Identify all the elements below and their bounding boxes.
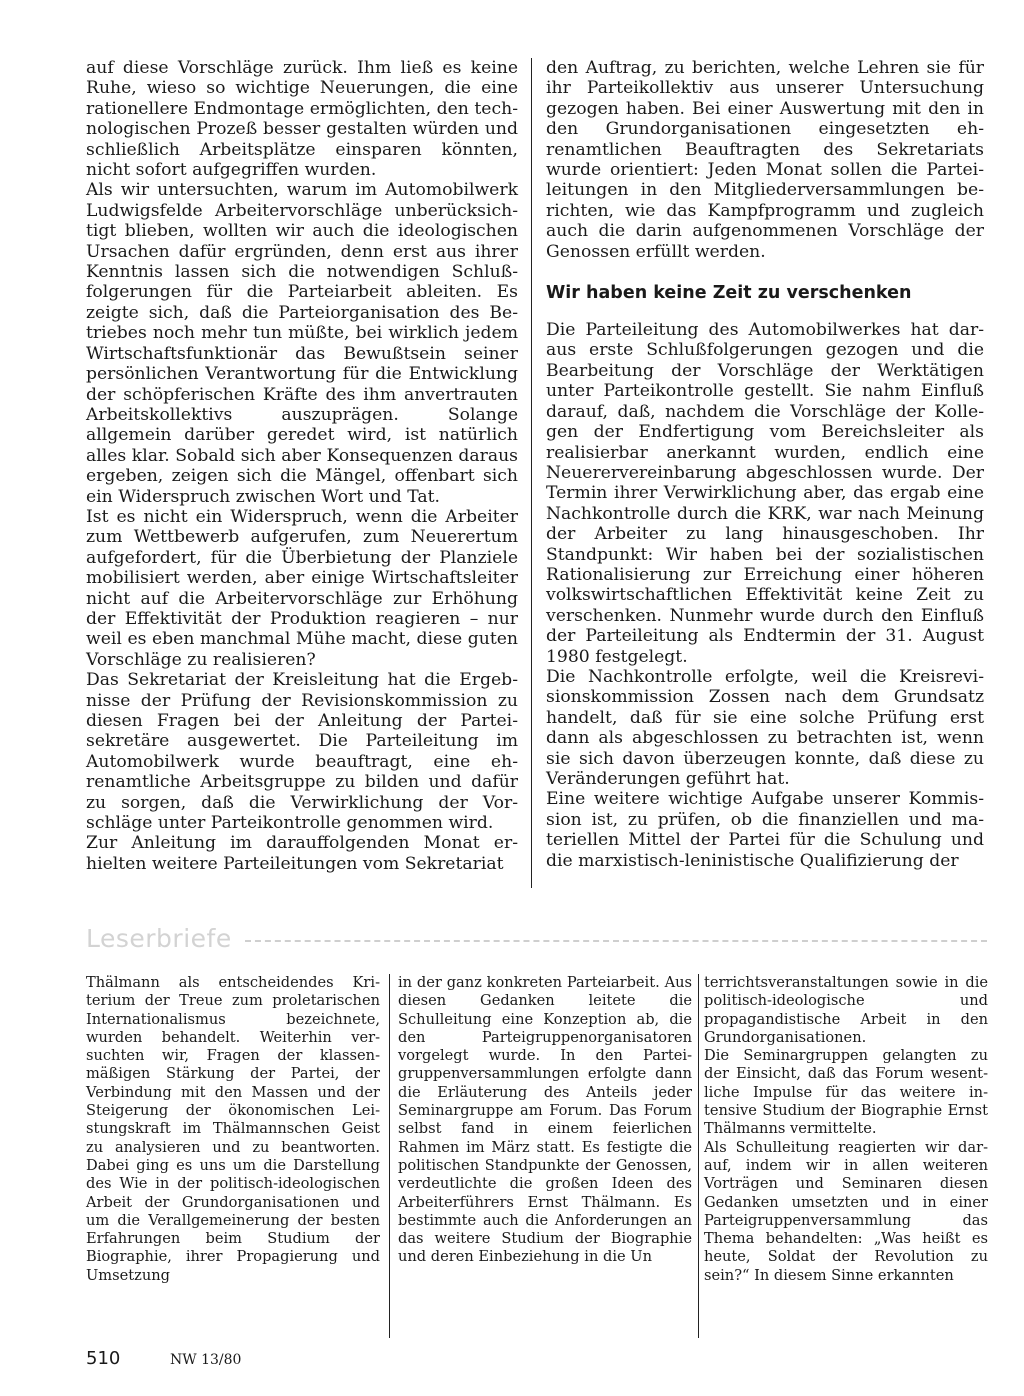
column-divider	[698, 974, 699, 1338]
letters-column-1	[86, 974, 380, 1285]
article-paragraph: Die Parteileitung des Automobilwerkes hat daraus erste Schlußfolgerungen gezogen und die Bearbeitung der Vorschläge der Werktätigen unter Parteikontrolle gestellt. Sie nahm Einfluß darauf, daß, nachdem die Vorschläge der Kollegen der Endfertigung vom Bereichsleiter als realisierbar anerkannt wurden, endlich eine Neuerervereinbarung abgeschlossen wurde. Der Termin ihrer Verwirklichung aber, das ergab eine Nachkontrolle durch die KRK, war nach Meinung der Arbeiter zu lang hinausgeschoben. Ihr Standpunkt: Wir haben bei der sozialistischen Rationalisierung zur Erreichung einer höheren volkswirtschaftlichen Effektivität keine Zeit zu verschenken. Nunmehr wurde durch den Einfluß der Parteileitung als Endtermin der 31. August 1980 festgelegt.	[546, 320, 984, 667]
rubric-dashed-rule	[245, 940, 987, 942]
letter-paragraph: in der ganz konkreten Parteiarbeit. Aus diesen Gedanken leitete die Schulleitung eine Konzeption ab, die den Parteigruppenorganisatoren vorgelegt wurde. In den Parteigruppenversammlungen erfolgte dann die Erläuterung des Anteils jeder Seminargruppe am Forum. Das Forum selbst fand in einem feierlichen Rahmen im März statt. Es festigte die politischen Standpunkte der Genossen, verdeutlichte die großen Ideen des Arbeiterführers Ernst Thälmann. Es bestimmte auch die Anforderungen an das weitere Studium der Biographie und deren Einbeziehung in die Un	[398, 974, 692, 1266]
article-right-column	[546, 58, 984, 871]
letter-paragraph: terrichtsveranstaltungen sowie in die politisch-ideologische und propagandistische Arbeit in den Grundorganisationen.	[704, 974, 988, 1046]
article-paragraph: Als wir untersuchten, warum im Automobilwerk Ludwigsfelde Arbeitervorschläge unberücksichtigt blieben, wollten wir auch die ideologischen Ursachen dafür ergründen, denn erst aus ihrer Kenntnis lassen sich die notwendigen Schlußfolgerungen für die Parteiarbeit ableiten. Es zeigte sich, daß die Parteiorganisation des Betriebes noch mehr tun müßte, bei wirklich jedem Wirtschaftsfunktionär das Bewußtsein seiner persönlichen Verantwortung für die Entwicklung der schöpferischen Kräfte des ihm anvertrauten Arbeitskollektivs auszuprägen. Solange allgemein darüber geredet wird, ist natürlich alles klar. Sobald sich aber Konsequenzen daraus ergeben, zeigen sich die Mängel, offenbart sich ein Widerspruch zwischen Wort und Tat.	[86, 180, 518, 507]
article-left-column	[86, 58, 518, 874]
column-divider	[389, 974, 390, 1338]
issue-label: NW 13/80	[170, 1352, 242, 1368]
letter-paragraph: Die Seminargruppen gelangten zu der Einsicht, daß das Forum wesentliche Impulse für das weitere intensive Studium der Biographie Ernst Thälmanns vermittelte.	[704, 1047, 988, 1138]
article-paragraph: den Auftrag, zu berichten, welche Lehren sie für ihr Parteikollektiv aus unserer Untersuchung gezogen haben. Bei einer Auswertung mit den in den Grundorganisationen eingesetzten ehrenamtlichen Beauftragten des Sekretariats wurde orientiert: Jeden Monat sollen die Parteileitungen in den Mitgliederversammlungen berichten, wie das Kampfprogramm und zugleich auch die darin aufgenommenen Vorschläge der Genossen erfüllt werden.	[546, 58, 984, 262]
letters-column-2	[398, 974, 692, 1267]
letter-paragraph: Thälmann als entscheidendes Kriterium der Treue zum proletarischen Internationalismus bezeichnete, wurden behandelt. Weiterhin versuchten wir, Fragen der klassenmäßigen Stärkung der Partei, der Verbindung mit den Massen und der Steigerung der ökonomischen Leistungskraft im Thälmannschen Geist zu analysieren und zu beantworten. Dabei ging es uns um die Darstellung des Wie in der politisch-ideologischen Arbeit der Grundorganisationen und um die Verallgemeinerung der besten Erfahrungen beim Studium der Biographie, ihrer Propagierung und Umsetzung	[86, 974, 380, 1284]
page-number: 510	[86, 1348, 121, 1369]
section-heading: Wir haben keine Zeit zu verschenken	[546, 283, 912, 304]
letters-rubric: Leserbriefe	[86, 924, 232, 953]
article-paragraph: Eine weitere wichtige Aufgabe unserer Kommission ist, zu prüfen, ob die finanziellen und materiellen Mittel der Partei für die Schulung und die marxistisch-leninistische Qualifizierung der	[546, 789, 984, 871]
column-divider	[531, 58, 532, 888]
article-paragraph: Die Nachkontrolle erfolgte, weil die Kreisrevisionskommission Zossen nach dem Grundsatz handelt, daß für sie eine solche Prüfung erst dann als abgeschlossen zu betrachten ist, wenn sie sich davon überzeugen konnte, daß diese zu Veränderungen geführt hat.	[546, 666, 984, 789]
article-paragraph: auf diese Vorschläge zurück. Ihm ließ es keine Ruhe, wieso so wichtige Neuerungen, die eine rationellere Endmontage ermöglichten, den technologischen Prozeß besser gestalten würden und schließlich Arbeitsplätze einsparen könnten, nicht sofort aufgegriffen wurden.	[86, 58, 518, 181]
letter-paragraph: Als Schulleitung reagierten wir darauf, indem wir in allen weiteren Vorträgen und Seminaren diesen Gedanken umsetzten und in einer Parteigruppenversammlung das Thema behandelten: „Was heißt es heute, Soldat der Revolution zu sein?“ In diesem Sinne erkannten	[704, 1138, 988, 1284]
article-paragraph: Das Sekretariat der Kreisleitung hat die Ergebnisse der Prüfung der Revisionskommission zu diesen Fragen bei der Anleitung der Parteisekretäre ausgewertet. Die Parteileitung im Automobilwerk wurde beauftragt, eine ehrenamtliche Arbeitsgruppe zu bilden und dafür zu sorgen, daß die Verwirklichung der Vorschläge unter Parteikontrolle genommen wird.	[86, 670, 518, 834]
article-paragraph: Ist es nicht ein Widerspruch, wenn die Arbeiter zum Wettbewerb aufgerufen, zum Neuerertum aufgefordert, für die Überbietung der Planziele mobilisiert werden, aber einige Wirtschaftsleiter nicht auf die Arbeitervorschläge zur Erhöhung der Effektivität der Produktion reagieren – nur weil es eben manchmal Mühe macht, diese guten Vorschläge zu realisieren?	[86, 506, 518, 670]
article-paragraph: Zur Anleitung im darauffolgenden Monat erhielten weitere Parteileitungen vom Sekretariat	[86, 833, 518, 874]
letters-column-3	[704, 974, 988, 1285]
